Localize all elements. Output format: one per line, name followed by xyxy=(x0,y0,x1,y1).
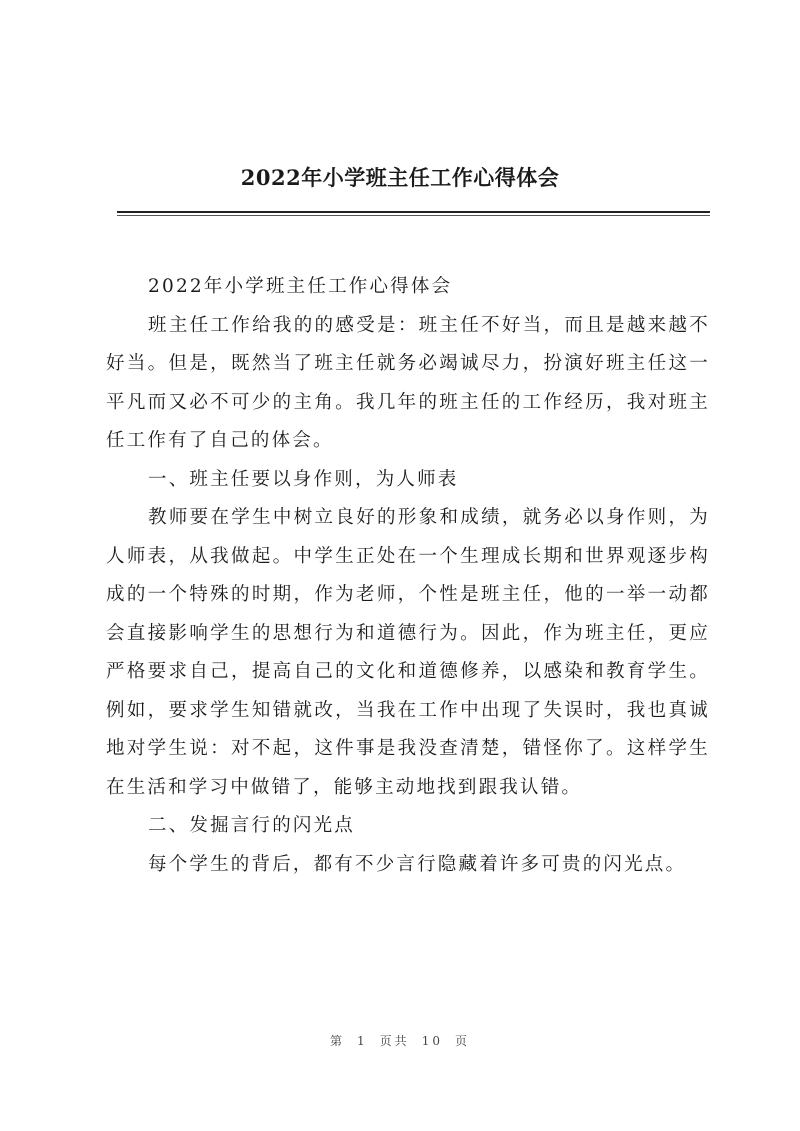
title-underline xyxy=(117,211,710,213)
paragraph-heading-repeat: 2022年小学班主任工作心得体会 xyxy=(148,276,453,297)
title-underline-thin xyxy=(117,215,710,216)
footer-prefix: 第 xyxy=(330,1034,346,1048)
footer-total-pages: 10 xyxy=(421,1034,443,1048)
section-heading-2: 二、发掘言行的闪光点 xyxy=(148,815,356,836)
paragraph-section-2: 每个学生的背后，都有不少言行隐藏着许多可贵的闪光点。 xyxy=(148,853,687,875)
page-footer xyxy=(0,1032,800,1049)
section-heading-1: 一、班主任要以身作则，为人师表 xyxy=(148,468,459,490)
footer-suffix: 页 xyxy=(454,1034,470,1048)
document-body xyxy=(106,268,710,884)
paragraph-intro: 班主任工作给我的的感受是：班主任不好当，而且是越来越不好当。但是，既然当了班主任就务必竭诚尽力，扮演好班主任这一平凡而又必不可少的主角。我几年的班主任的工作经历，我对班主任工作有了自己的体会。 xyxy=(106,314,710,451)
paragraph-section-1: 教师要在学生中树立良好的形象和成绩，就务必以身作则，为人师表，从我做起。中学生正处在一个生理成长期和世界观逐步构成的一个特殊的时期，作为老师，个性是班主任，他的一举一动都会直接影响学生的思想行为和道德行为。因此，作为班主任，更应严格要求自己，提高自己的文化和道德修养，以感染和教育学生。例如，要求学生知错就改，当我在工作中出现了失误时，我也真诚地对学生说：对不起，这件事是我没查清楚，错怪你了。这样学生在生活和学习中做错了，能够主动地找到跟我认错。 xyxy=(106,507,710,798)
footer-mid: 页共 xyxy=(379,1034,410,1048)
document-title: 2022年小学班主任工作心得体会 xyxy=(240,165,560,190)
footer-current-page: 1 xyxy=(357,1034,368,1048)
